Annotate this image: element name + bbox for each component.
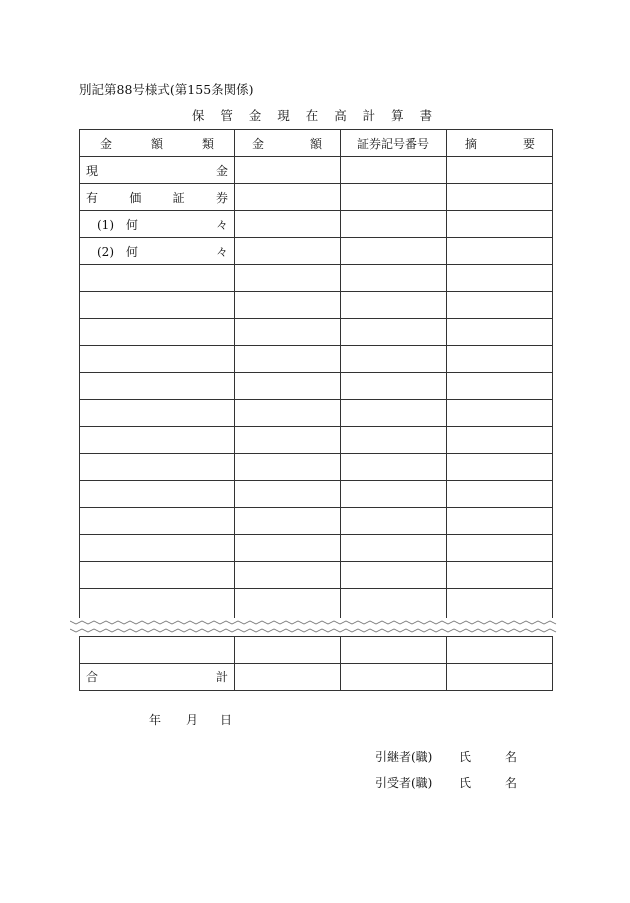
table-rule bbox=[79, 237, 553, 238]
item-number: (1) bbox=[97, 218, 114, 232]
table-rule bbox=[79, 129, 553, 130]
table-rule bbox=[79, 690, 553, 691]
form-reference: 別記第88号様式(第155条関係) bbox=[79, 82, 254, 97]
table-rule bbox=[79, 156, 553, 157]
signature-name-label: 氏 bbox=[459, 750, 472, 764]
table-rule bbox=[79, 129, 80, 691]
header-securities-number: 証券記号番号 bbox=[356, 137, 429, 151]
table-rule bbox=[79, 183, 553, 184]
header-amount bbox=[252, 136, 322, 152]
item-name: 何 bbox=[125, 245, 138, 259]
header-kind bbox=[100, 136, 214, 152]
item-mark: 々 bbox=[215, 218, 228, 232]
header-kind-char: 類 bbox=[201, 137, 214, 151]
table-rule bbox=[79, 264, 553, 265]
table-rule bbox=[79, 480, 553, 481]
item-name: 何 bbox=[125, 218, 138, 232]
item-number: (2) bbox=[97, 245, 114, 259]
signature-role: 引受者(職) bbox=[375, 776, 433, 790]
row-total-char: 合 bbox=[86, 670, 99, 684]
header-remarks bbox=[465, 136, 535, 152]
row-total-char: 計 bbox=[215, 670, 228, 684]
row-item-1 bbox=[97, 217, 228, 233]
row-securities-char: 証 bbox=[172, 191, 185, 205]
header-amount-char: 金 bbox=[252, 137, 265, 151]
header-remarks-char: 摘 bbox=[465, 137, 478, 151]
date-year: 年 bbox=[149, 713, 162, 727]
table-rule bbox=[79, 663, 553, 664]
table-rule bbox=[79, 345, 553, 346]
row-cash-label bbox=[86, 163, 228, 179]
signature-handover bbox=[375, 748, 518, 765]
table-rule bbox=[79, 291, 553, 292]
item-mark: 々 bbox=[215, 245, 228, 259]
table-rule bbox=[79, 210, 553, 211]
table-rule bbox=[446, 129, 447, 691]
table-rule bbox=[234, 129, 235, 691]
table-rule bbox=[79, 588, 553, 589]
table-rule bbox=[79, 318, 553, 319]
row-securities-char: 有 bbox=[86, 191, 99, 205]
header-amount-char: 額 bbox=[309, 137, 322, 151]
header-remarks-char: 要 bbox=[522, 137, 535, 151]
document-title: 保 管 金 現 在 高 計 算 書 bbox=[191, 108, 439, 123]
signature-name-label: 氏 bbox=[459, 776, 472, 790]
date-month: 月 bbox=[186, 713, 199, 727]
date-day: 日 bbox=[220, 713, 233, 727]
table-rule bbox=[79, 399, 553, 400]
table-break-marker bbox=[70, 612, 560, 642]
table-rule bbox=[79, 534, 553, 535]
row-securities-label bbox=[86, 190, 228, 206]
signature-name-label: 名 bbox=[505, 776, 518, 790]
table-rule bbox=[340, 129, 341, 691]
row-total-label bbox=[86, 669, 228, 685]
row-cash-char: 現 bbox=[86, 164, 99, 178]
signature-name-label: 名 bbox=[505, 750, 518, 764]
table-rule bbox=[79, 372, 553, 373]
table-rule bbox=[79, 561, 553, 562]
row-cash-char: 金 bbox=[215, 164, 228, 178]
signature-receiver bbox=[375, 774, 518, 791]
table-rule bbox=[552, 129, 553, 691]
table-rule bbox=[79, 507, 553, 508]
row-securities-char: 価 bbox=[129, 191, 142, 205]
row-securities-char: 券 bbox=[215, 191, 228, 205]
table-rule bbox=[79, 426, 553, 427]
header-kind-char: 額 bbox=[150, 137, 163, 151]
row-item-2 bbox=[97, 244, 228, 260]
header-kind-char: 金 bbox=[100, 137, 113, 151]
signature-role: 引継者(職) bbox=[375, 750, 433, 764]
table-rule bbox=[79, 453, 553, 454]
